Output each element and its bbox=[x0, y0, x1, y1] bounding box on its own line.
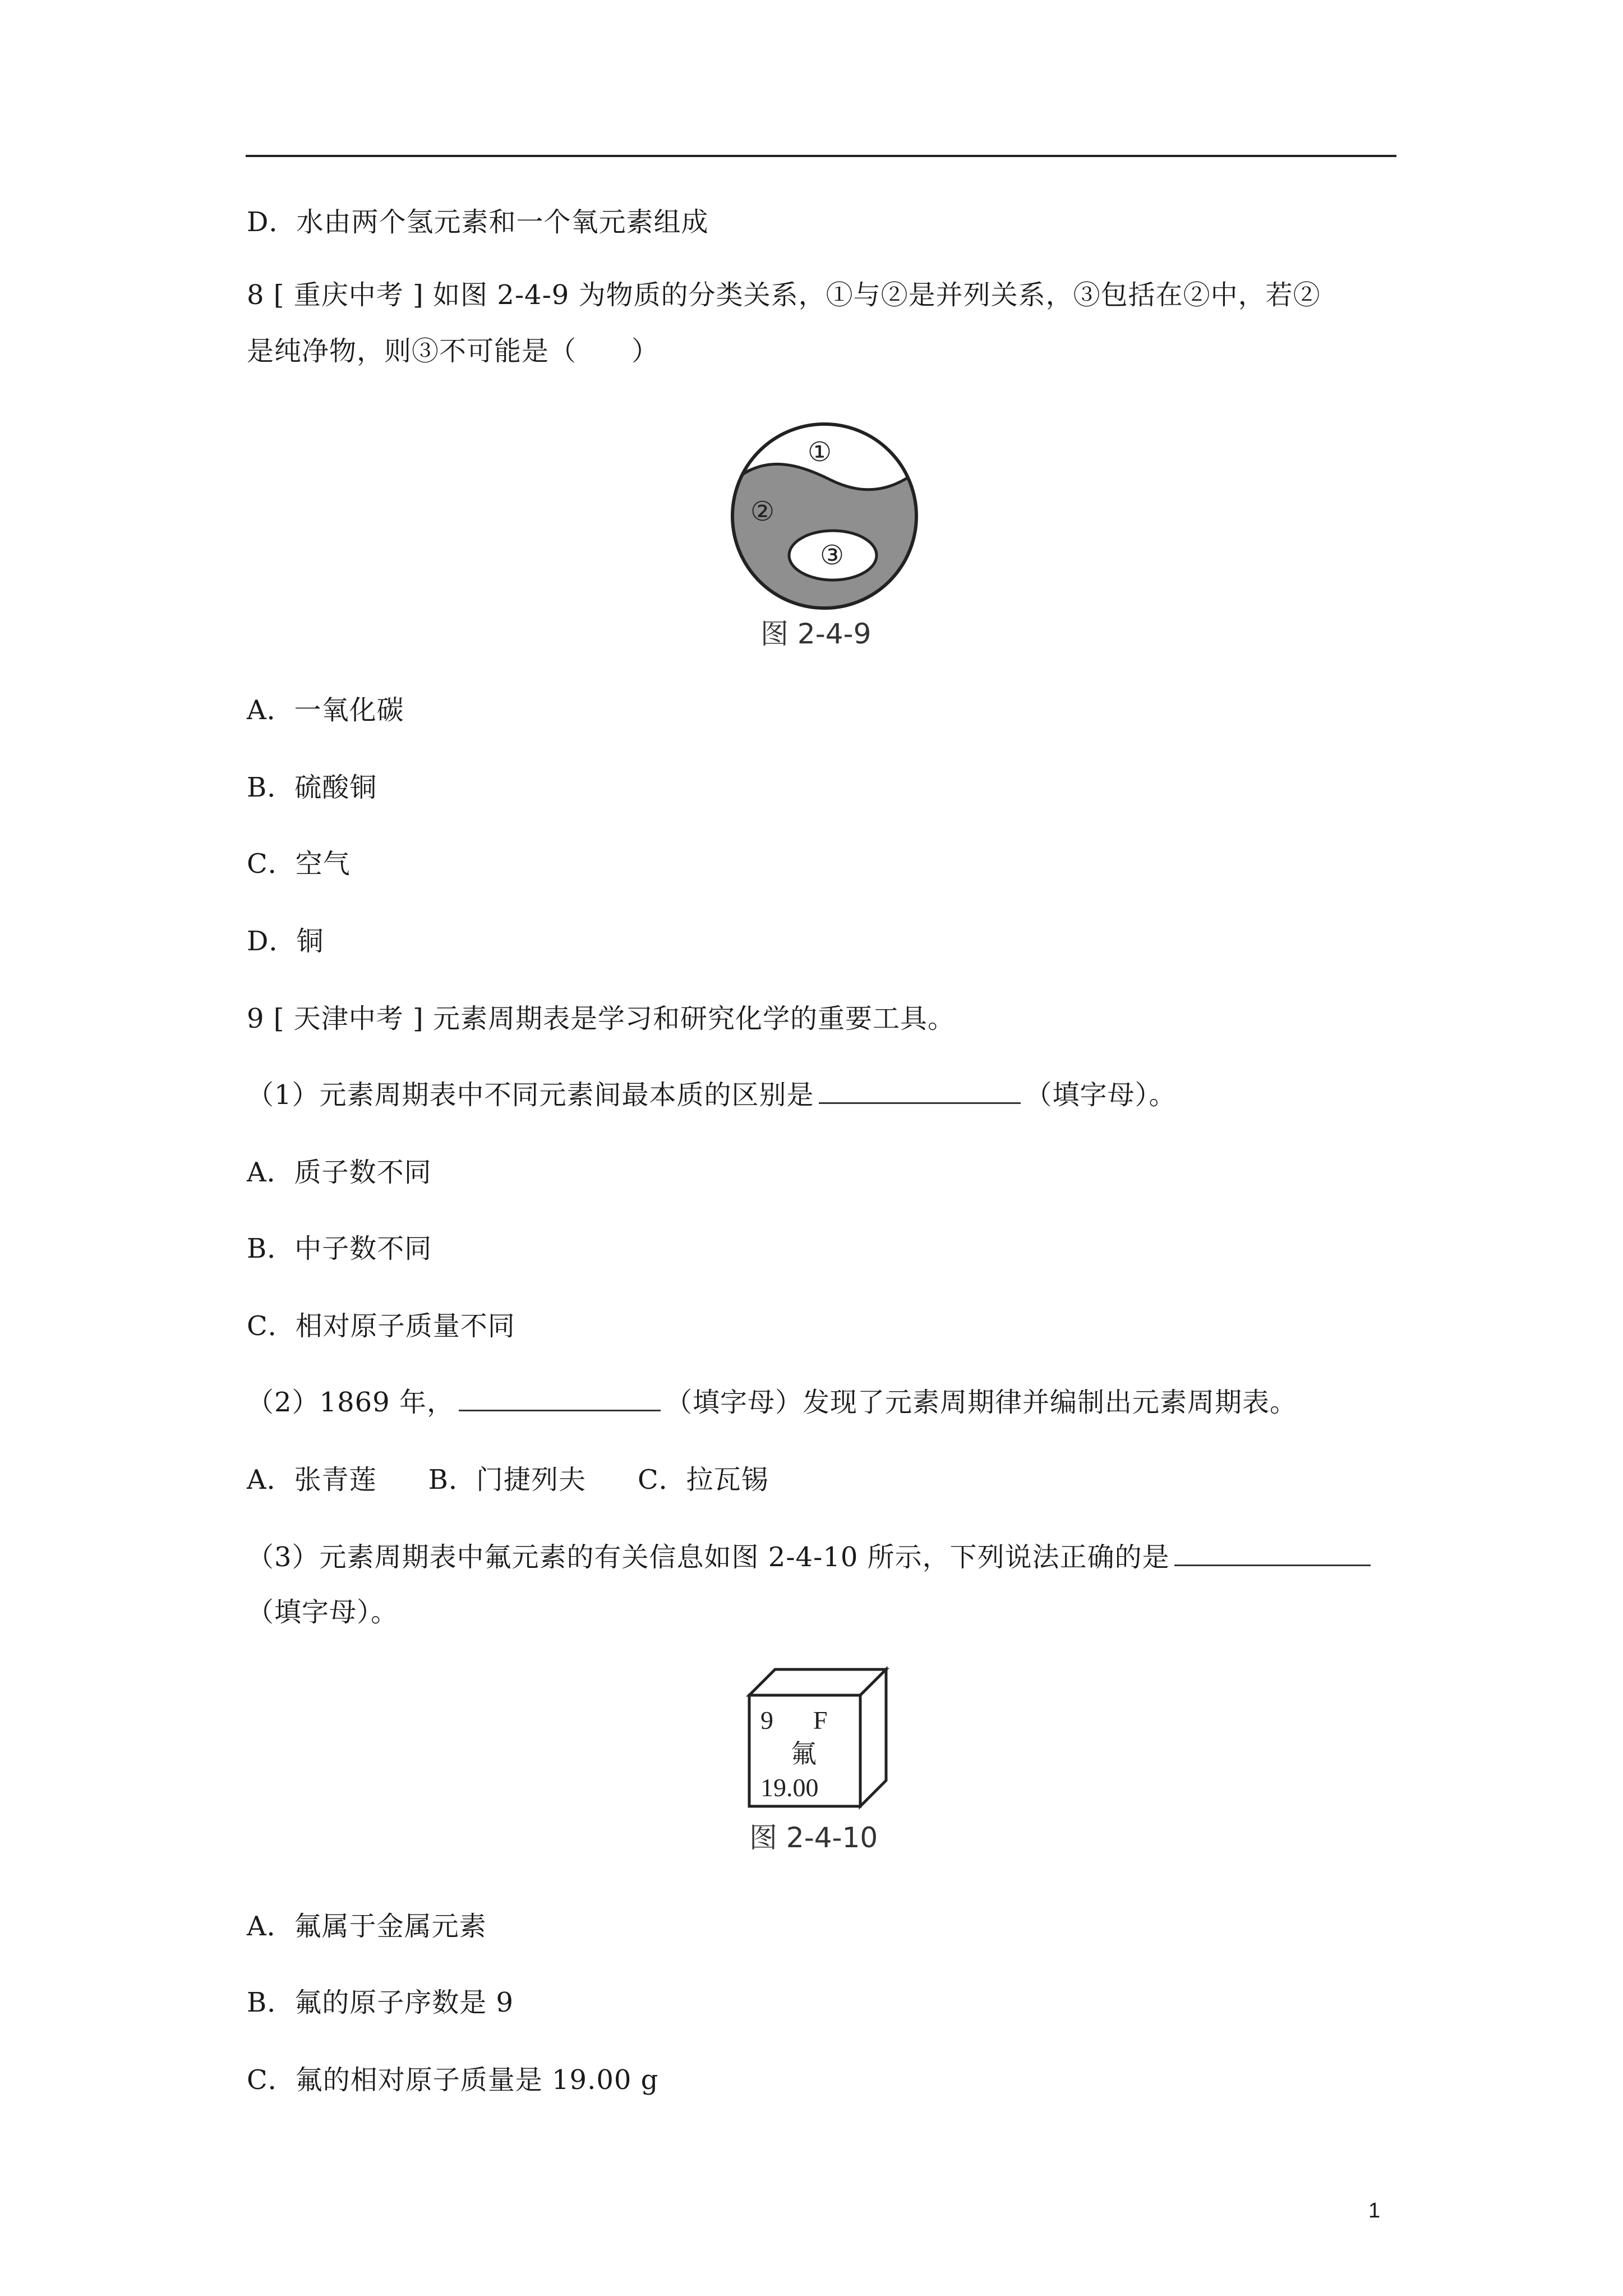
q9-part2-text: （2）1869 年， bbox=[247, 1387, 454, 1418]
page-number: 1 bbox=[1368, 2199, 1381, 2223]
q9-part3 bbox=[247, 1540, 1375, 1574]
q9-part1-option-a: A．质子数不同 bbox=[247, 1157, 432, 1188]
q8-option-d: D．铜 bbox=[247, 926, 324, 957]
q9-part2-option-a: A．张青莲 bbox=[247, 1464, 377, 1496]
element-symbol: F bbox=[813, 1706, 828, 1734]
q8-option-a: A．一氧化碳 bbox=[247, 694, 404, 726]
figure2-caption: 图 2-4-10 bbox=[749, 1821, 878, 1854]
q9-part3-option-a: A．氟属于金属元素 bbox=[247, 1911, 487, 1942]
q9-part3-option-b: B．氟的原子序数是 9 bbox=[247, 1987, 514, 2018]
q8-stem-line1: 8 [ 重庆中考 ] 如图 2-4-9 为物质的分类关系，①与②是并列关系，③包括在②中，若② bbox=[247, 279, 1321, 311]
q8-option-b: B．硫酸铜 bbox=[247, 772, 377, 803]
label-3: ③ bbox=[820, 540, 845, 571]
label-1: ① bbox=[808, 436, 832, 468]
q9-part2-blank[interactable] bbox=[459, 1387, 661, 1411]
q9-part1-blank[interactable] bbox=[819, 1080, 1021, 1104]
q9-stem: 9 [ 天津中考 ] 元素周期表是学习和研究化学的重要工具。 bbox=[247, 1003, 956, 1034]
q9-part1-text: （1）元素周期表中不同元素间最本质的区别是 bbox=[247, 1079, 814, 1111]
classification-diagram bbox=[723, 415, 925, 617]
q9-part3-suffix: （填字母）。 bbox=[247, 1596, 399, 1628]
q9-part3-blank[interactable] bbox=[1174, 1542, 1371, 1566]
q9-part2-option-b: B．门捷列夫 bbox=[428, 1464, 586, 1496]
q9-part2-options bbox=[247, 1463, 820, 1497]
q8-stem-line2: 是纯净物，则③不可能是（ ） bbox=[247, 335, 660, 367]
q9-part1-option-b: B．中子数不同 bbox=[247, 1233, 432, 1264]
q9-part2-option-c: C．拉瓦锡 bbox=[637, 1464, 769, 1496]
q9-part3-text: （3）元素周期表中氟元素的有关信息如图 2-4-10 所示，下列说法正确的是 bbox=[247, 1542, 1170, 1573]
q9-part3-option-c: C．氟的相对原子质量是 19.00 g bbox=[247, 2064, 659, 2096]
figure1-caption: 图 2-4-9 bbox=[760, 618, 872, 650]
q9-part1-suffix: （填字母）。 bbox=[1025, 1079, 1177, 1111]
q9-part2-suffix: （填字母）发现了元素周期律并编制出元素周期表。 bbox=[665, 1387, 1297, 1418]
header-rule bbox=[246, 155, 1396, 157]
q8-option-c: C．空气 bbox=[247, 848, 351, 880]
q9-part1 bbox=[247, 1078, 1177, 1112]
q7-option-d: D．水由两个氢元素和一个氧元素组成 bbox=[247, 206, 709, 238]
element-name: 氟 bbox=[791, 1738, 817, 1769]
atomic-number: 9 bbox=[760, 1706, 773, 1734]
cube-side bbox=[860, 1669, 886, 1806]
atomic-mass: 19.00 bbox=[760, 1773, 819, 1802]
element-cell-fluorine bbox=[746, 1666, 892, 1812]
label-2: ② bbox=[750, 496, 775, 527]
q9-part1-option-c: C．相对原子质量不同 bbox=[247, 1310, 515, 1342]
q9-part2 bbox=[247, 1386, 1297, 1419]
